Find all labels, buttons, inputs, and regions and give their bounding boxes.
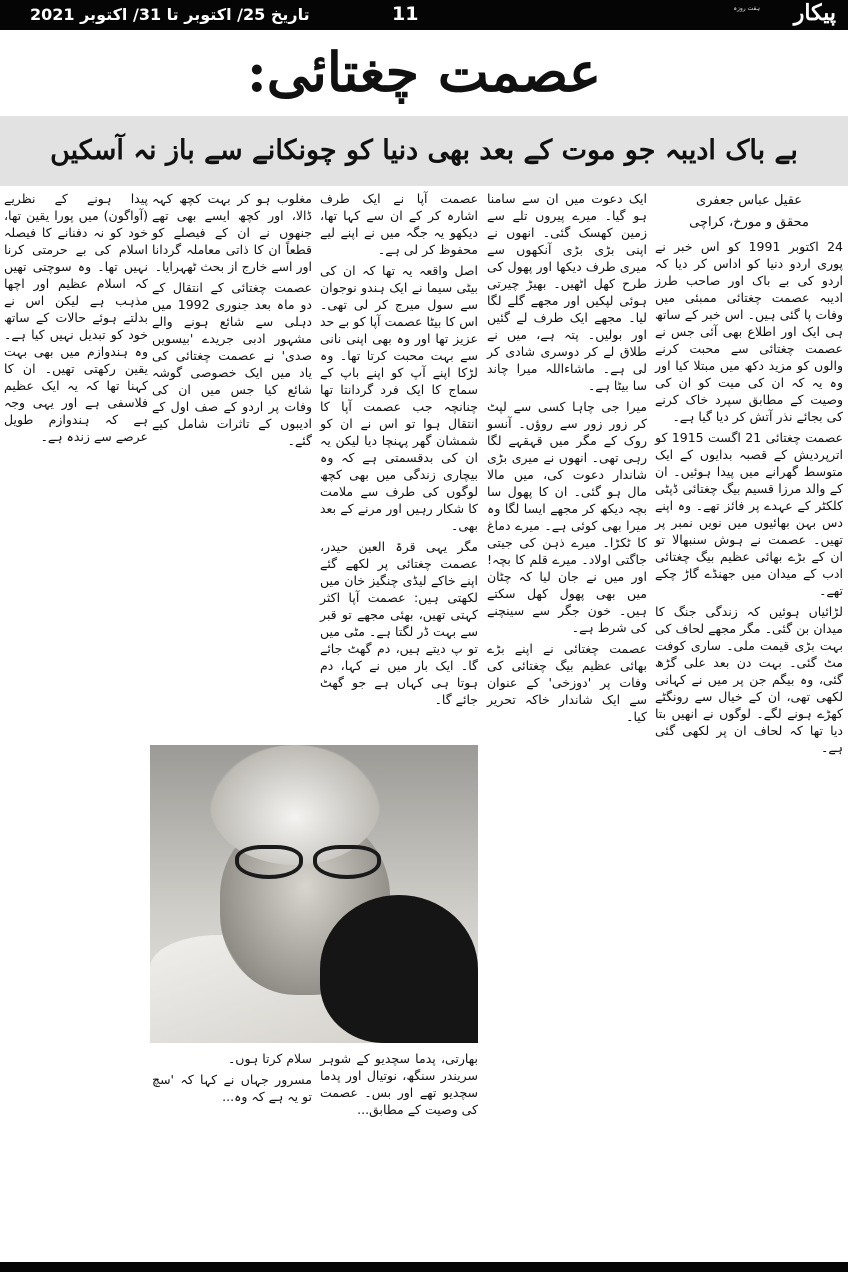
paragraph: عصمت چغتائی نے اپنے بڑے بھائی عظیم بیگ چغتائی کی وفات پر 'دوزخی' کے عنوان سے ایک شاندار خاکہ تحریر کیا۔ xyxy=(487,641,647,724)
paragraph: پیدا ہونے کے نظریے (آواگون) میں پورا یقین تھا، خود کو نہ دفنانے کا فیصلہ اسلام کی بے حرمتی کرنا نہیں تھا۔ وہ سوچتی تھیں کہ اسلام عظیم اور اچھا مذہب ہے لیکن اس نے بدلتے ہوئے حالات کے ساتھ خود کو تبدیل نہیں کیا ہے۔ وہ ہندوازم میں بھی بہت یقین رکھتی تھیں۔ ان کا کہنا تھا کہ یہ ایک عظیم فلاسفی ہے اور یہی وجہ ہے کہ ہندوازم طویل عرصے سے زندہ ہے۔ xyxy=(4,191,148,444)
column-4-top xyxy=(152,190,312,453)
column-5 xyxy=(4,190,148,449)
paragraph: مگر یہی قرۃ العین حیدر، عصمت چغتائی پر لکھے گئے اپنے خاکے لیڈی چنگیز خان میں لکھتی ہیں: عصمت آپا اکثر کہتی تھیں، بھئی مجھے تو قبر سے بہت ڈر لگتا ہے۔ مٹی میں تو پ دیتے ہیں، دم گھٹ جائے گا۔ ایک بار میں نے کہا، دم ہوتا ہی کہاں ہے جو گھٹ جائے گا۔ xyxy=(320,539,478,707)
column-1 xyxy=(655,190,843,760)
column-2 xyxy=(487,190,647,729)
column-3-top xyxy=(320,190,478,712)
paragraph: عصمت چغتائی 21 اگست 1915 کو اترپردیش کے قصبہ بدایوں کے ایک متوسط گھرانے میں پیدا ہوئیں۔ ان کے والد مرزا قسیم بیگ چغتائی ڈپٹی کلکٹر کے عہدے پر فائز تھے۔ وہ اپنے دس بہن بھائیوں میں نویں نمبر پر تھیں۔ عصمت نے ہوش سنبھالا تو ان کے بڑے بھائی عظیم بیگ چغتائی ادب کے میدان میں جھنڈے گاڑ چکے تھے۔ xyxy=(655,430,843,598)
page-number: 11 xyxy=(392,3,419,25)
author-name: عقیل عباس جعفری xyxy=(695,193,803,208)
paragraph: مسرور جہاں نے کہا کہ 'سچ تو یہ ہے کہ وہ... xyxy=(152,1072,312,1104)
photo-child xyxy=(320,895,478,1043)
article-title: عصمت چغتائی: xyxy=(246,40,602,104)
column-3-bottom xyxy=(320,1050,478,1122)
masthead-tagline: ہفت روزہ xyxy=(733,5,760,12)
paragraph: اصل واقعہ یہ تھا کہ ان کی بیٹی سیما نے ایک ہندو نوجوان سے سول میرج کر لی تھی۔ اس کا بیٹا عصمت آپا کو بے حد عزیز تھا اور وہ بھی اپنی نانی سے بہت محبت کرتا تھا۔ وہ لڑکا اپنے آپ کو اپنے باپ کے سماج کا ایک فرد گردانتا تھا چنانچہ جب عصمت آپا کا انتقال ہوا تو اس نے ان کو شمشان گھر پہنچا دیا لیکن یہ ان کی بدقسمتی ہے کہ وہ بیچاری زندگی میں بھی کچھ لوگوں کی طرف سے ملامت کا شکار رہیں اور مرنے کے بعد بھی۔ xyxy=(320,263,478,533)
subtitle-band xyxy=(0,116,848,186)
article-subtitle: بے باک ادیبہ جو موت کے بعد بھی دنیا کو چونکانے سے باز نہ آسکیں xyxy=(50,135,798,166)
byline xyxy=(655,190,843,234)
issue-date: تاریخ 25/ اکتوبر تا 31/ اکتوبر 2021 xyxy=(30,5,310,24)
paragraph: ایک دعوت میں ان سے سامنا ہو گیا۔ میرے پیروں تلے سے زمین کھسک گئی۔ انھوں نے اپنی بڑی بڑی آنکھوں سے میری طرف دیکھا اور پھول کی طرح کھل اٹھیں۔ بھیڑ چیرتی ہوئی لپکیں اور مجھے گلے لگا لیا۔ مجھے ایک طرف لے گئیں اور بولیں۔ پتہ ہے، میں نے طلاق لے کر دوسری شادی کر لی ہے۔ ماشاءاللہ میرا چاند سا بیٹا ہے۔ xyxy=(487,191,647,393)
paragraph: مغلوب ہو کر بہت کچھ کہہ ڈالا، اور کچھ ایسے بھی تھے جنھوں نے ان کے فیصلے کو قطعاً ان کا ذاتی معاملہ گردانا اور اسے خارج از بحث ٹھہرایا۔ xyxy=(152,191,312,274)
column-4-bottom xyxy=(152,1050,312,1109)
paragraph: بھارتی، پدما سچدیو کے شوہر سریندر سنگھ، نوتیال اور پدما سچدیو تھے اور بس۔ عصمت کی وصیت کے مطابق... xyxy=(320,1051,478,1117)
paragraph: عصمت چغتائی کے انتقال کے دو ماہ بعد جنوری 1992 میں دہلی سے شائع ہونے والے مشہور ادبی جریدے 'بیسویں صدی' نے عصمت چغتائی کی یاد میں ایک خصوصی گوشہ شائع کیا جس میں ان کی وفات پر اردو کے صف اول کے ادیبوں کے تاثرات شامل کیے گئے۔ xyxy=(152,280,312,448)
paragraph: عصمت آپا نے ایک طرف اشارہ کر کے ان سے کہا تھا، دیکھو یہ جگہ میں نے اپنے لیے محفوظ کر لی ہے۔ xyxy=(320,191,478,257)
page-header-bar xyxy=(0,0,848,30)
paragraph: میرا جی چاہا کسی سے لپٹ کر زور زور سے روؤں۔ آنسو روک کے مگر میں قہقہے لگا رہی تھی۔ انھوں نے میری بڑی شاندار دعوت کی، میں مالا مال ہو گئی۔ ان کا پھول سا بچہ دیکھ کر مجھے ایسا لگا وہ میرا بھی کوئی ہے۔ میرے دماغ کا ٹکڑا۔ میرے ذہن کی جیتی جاگتی اولاد۔ میرے قلم کا بچہ! اور میں نے جان لیا کہ چٹان میں بھی پھول کھل سکتے ہیں۔ خون جگر سے سینچنے کی شرط ہے۔ xyxy=(487,399,647,635)
paragraph: سلام کرتا ہوں۔ xyxy=(227,1051,312,1066)
paragraph: 24 اکتوبر 1991 کو اس خبر نے پوری اردو دنیا کو اداس کر دیا کہ اردو کی بے باک اور صاحب طرز ادیبہ عصمت چغتائی ممبئی میں وفات پا گئی ہیں۔ اس خبر کے ساتھ ہی ایک اور اطلاع بھی آئی جس نے عصمت چغتائی سے محبت کرنے والوں کو مزید دکھ میں مبتلا کیا اور وہ یہ کہ ان کی میت کو ان کی وصیت کے مطابق سپرد خاک کرنے کی بجائے نذر آتش کر دیا گیا ہے۔ xyxy=(655,239,843,424)
page-footer-bar xyxy=(0,1262,848,1272)
portrait-photo xyxy=(150,745,478,1043)
glasses-shape xyxy=(235,845,385,879)
masthead-logo: پیکار xyxy=(793,0,836,26)
author-designation: محقق و مورخ، کراچی xyxy=(689,215,809,230)
paragraph: لڑائیاں ہوئیں کہ زندگی جنگ کا میدان بن گئی۔ مگر مجھے لحاف کی بہت بڑی قیمت ملی۔ ساری کوفت مٹ گئی۔ بہت دن بعد علی گڑھ گئی، وہ بیگم جن پر میں نے کہانی لکھی تھی، ان کے خیال سے رونگٹے کھڑے ہونے لگے۔ لوگوں نے انھیں بتا دیا تھا کہ لحاف ان پر لکھی گئی ہے۔ xyxy=(655,604,843,755)
